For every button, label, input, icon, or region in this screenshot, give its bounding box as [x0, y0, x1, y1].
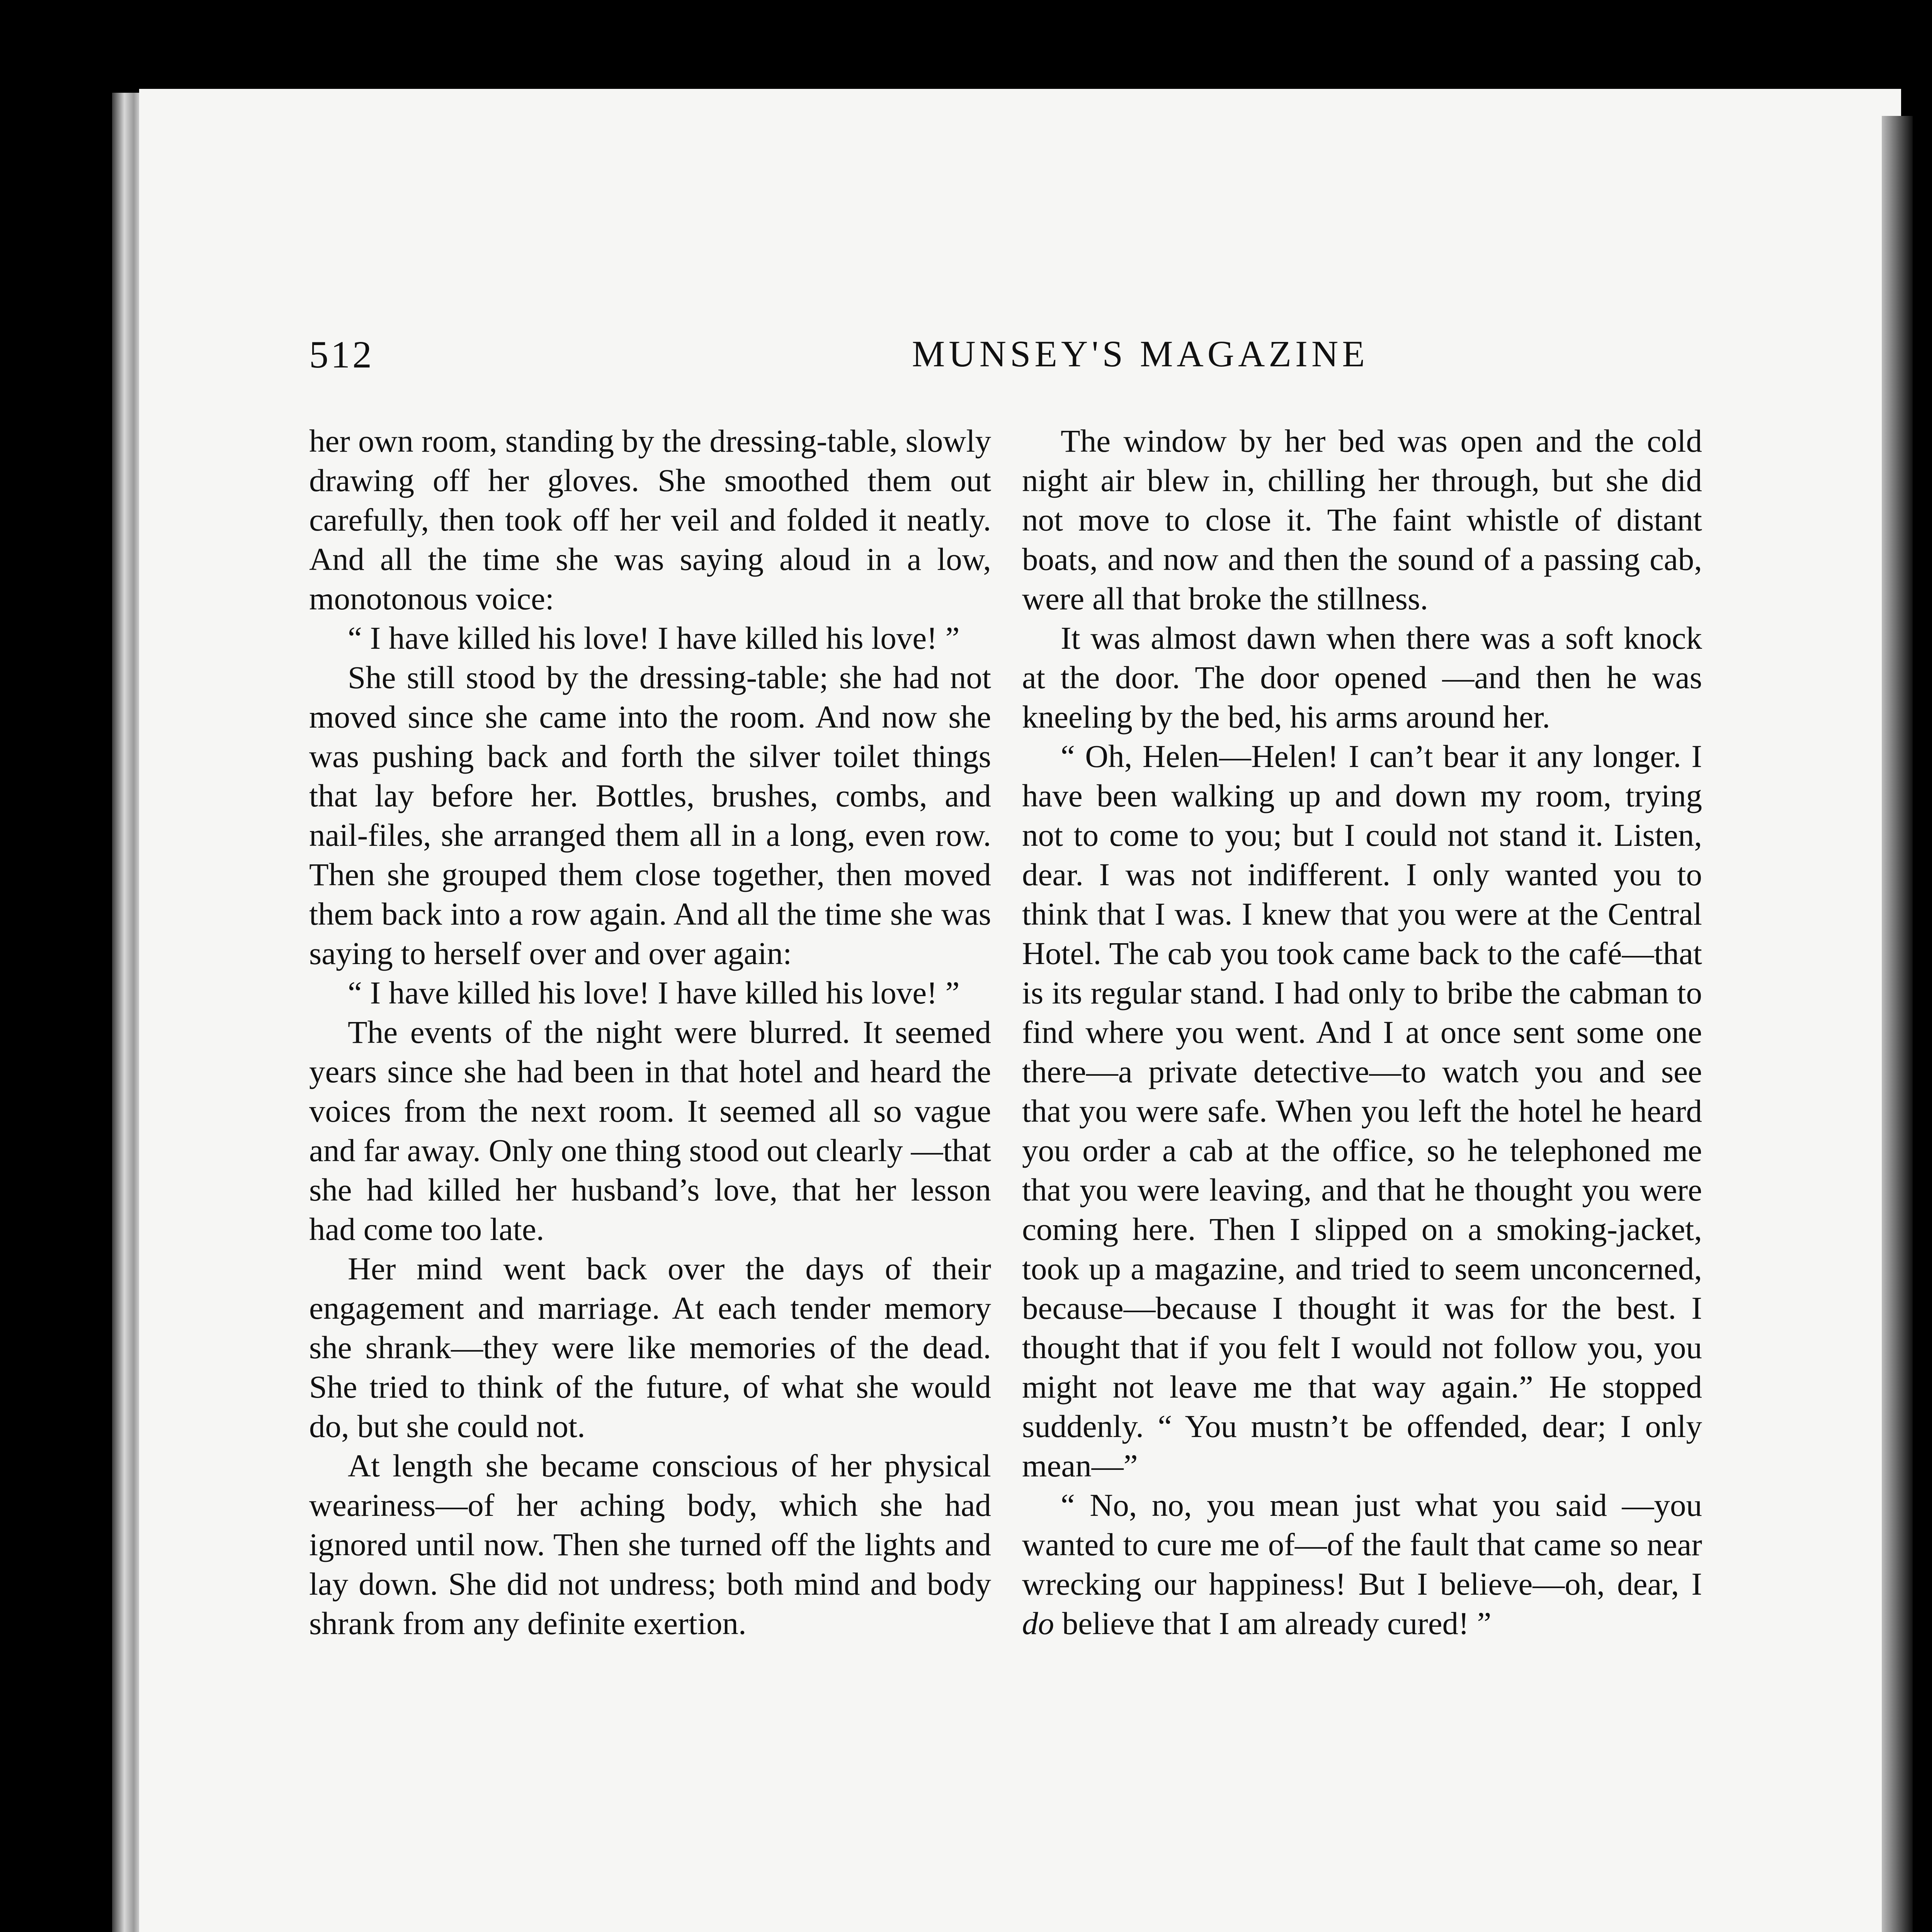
paragraph-text: The window by her bed was open and the cold night air blew in, chilling her through, but she did not move to close it. The faint whistle of distant boats, and now and then the sound of a passing cab, were all that broke the stillness. — [1022, 423, 1702, 616]
story-column-left — [309, 421, 991, 1643]
page-binding-edge — [112, 93, 143, 1932]
paragraph-text: “ I have killed his love! I have killed his love! ” — [348, 975, 960, 1010]
paragraph-text-tail: believe that I am already cured! ” — [1062, 1605, 1492, 1641]
paragraph-text: “ Oh, Helen—Helen! I can’t bear it any longer. I have been walking up and down my room, trying not to come to you; but I could not stand it. Listen, dear. I was not indifferent. I only wanted you to think that I was. I knew that you were at the Central Hotel. The cab you took came back to the café—that is its regular stand. I had only to bribe the cabman to find where you went. And I at once sent some one there—a private detective—to watch you and see that you were safe. When you left the hotel he heard you order a cab at the office, so he telephoned me that you were leaving, and that he thought you were coming here. Then I slipped on a smoking-jacket, took up a magazine, and tried to seem unconcerned, because—because I thought it was for the best. I thought that if you felt I would not follow you, you might not leave me that way again.” He stopped suddenly. “ You mustn’t be offended, dear; I only mean—” — [1022, 738, 1702, 1483]
paragraph-text: “ No, no, you mean just what you said —you wanted to cure me of—of the fault that came so near wrecking our happiness! But I believe—oh, dear, I — [1022, 1487, 1702, 1602]
paragraph-text: It was almost dawn when there was a soft knock at the door. The door opened —and then he was kneeling by the bed, his arms around her. — [1022, 620, 1702, 735]
paragraph — [309, 973, 991, 1012]
paragraph — [1022, 736, 1702, 1485]
paragraph — [309, 1249, 991, 1446]
paragraph-text: “ I have killed his love! I have killed his love! ” — [348, 620, 960, 656]
running-head — [309, 332, 1391, 386]
paragraph-text: her own room, standing by the dressing-table, slowly drawing off her gloves. She smoothed them out carefully, then took off her veil and folded it neatly. And all the time she was saying aloud in a low, monotonous voice: — [309, 423, 991, 616]
paragraph-text: At length she became conscious of her physical weariness—of her aching body, which she had ignored until now. Then she turned off the lights and lay down. She did not undress; both mind and body shrank from any definite exertion. — [309, 1448, 991, 1641]
page-shadow-right — [1882, 116, 1913, 1932]
paragraph — [1022, 1485, 1702, 1643]
paragraph — [309, 658, 991, 973]
paragraph — [1022, 421, 1702, 618]
paragraph — [309, 1012, 991, 1249]
paragraph — [309, 1446, 991, 1643]
paragraph-text: She still stood by the dressing-table; she had not moved since she came into the room. And now she was pushing back and forth the silver toilet things that lay before her. Bottles, brushes, combs, and nail-files, she arranged them all in a long, even row. Then she grouped them close together, then moved them back into a row again. And all the time she was saying to herself over and over again: — [309, 660, 991, 971]
paragraph-text: The events of the night were blurred. It seemed years since she had been in that hotel and heard the voices from the next room. It seemed all so vague and far away. Only one thing stood out clearly —that she had killed her husband’s love, that her lesson had come too late. — [309, 1014, 991, 1247]
paragraph-text: Her mind went back over the days of their engagement and marriage. At each tender memory she shrank—they were like memories of the dead. She tried to think of the future, of what she would do, but she could not. — [309, 1251, 991, 1444]
page-content — [139, 89, 1901, 1932]
page-number: 512 — [309, 333, 374, 376]
magazine-title: MUNSEY'S MAGAZINE — [912, 333, 1369, 374]
emphasis: do — [1022, 1605, 1054, 1641]
magazine-page — [139, 89, 1901, 1932]
paragraph — [1022, 618, 1702, 736]
paragraph — [309, 618, 991, 658]
story-column-right — [1022, 421, 1702, 1643]
paragraph — [309, 421, 991, 618]
